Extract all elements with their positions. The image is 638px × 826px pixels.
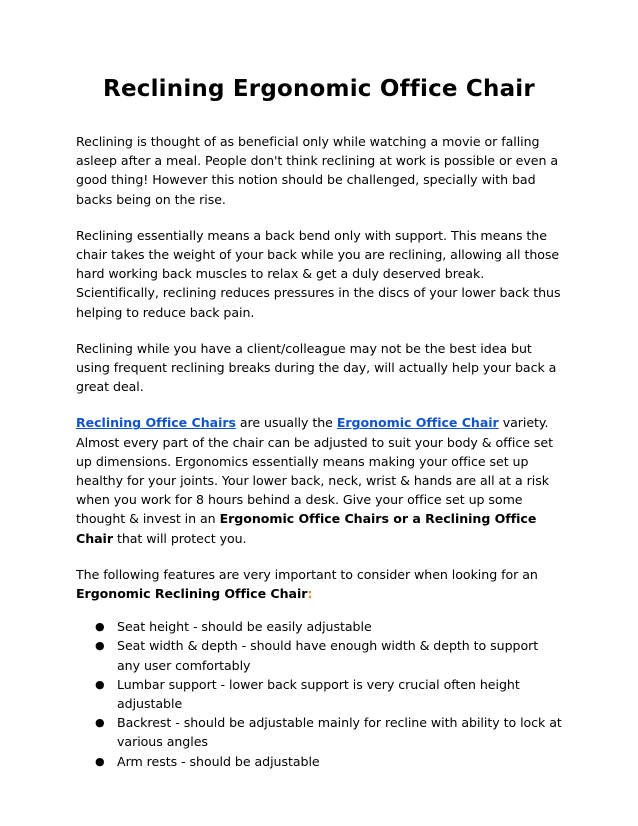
list-item xyxy=(95,675,562,713)
paragraph-text: variety. Almost every part of the chair can be adjusted to suit your body & office set up dimensions. Ergonomics essentially means making your office set up healthy for your joints. Your lower back, neck, wrist & hands are all at a risk when you work for 8 hours behind a desk. Give your office set up some thought & invest in an xyxy=(76,415,553,527)
bullet-icon: ● xyxy=(95,620,105,634)
reclining-office-chairs-link[interactable]: Reclining Office Chairs xyxy=(76,415,236,431)
list-item xyxy=(95,713,562,751)
list-item xyxy=(95,617,562,636)
paragraph-text: that will protect you. xyxy=(112,530,247,546)
list-item-text: Seat width & depth - should have enough width & depth to support any user comfortably xyxy=(117,638,539,673)
bold-phrase: Ergonomic Office Chairs or a Reclining Office Chair xyxy=(76,511,537,546)
bold-phrase: Ergonomic Reclining Office Chair xyxy=(76,586,308,602)
bullet-icon: ● xyxy=(95,677,105,691)
paragraph-intro: Reclining is thought of as beneficial only while watching a movie or falling asleep after a meal. People don't think reclining at work is possible or even a good thing! However this notion should be challenged, specially with bad backs being on the rise. xyxy=(76,134,559,207)
bullet-icon: ● xyxy=(95,639,105,653)
paragraph-breaks: Reclining while you have a client/colleague may not be the best idea but using frequent reclining breaks during the day, will actually help your back a great deal. xyxy=(76,340,557,395)
bullet-icon: ● xyxy=(95,754,105,768)
paragraph-definition: Reclining essentially means a back bend only with support. This means the chair takes the weight of your back while you are reclining, allowing all those hard working back muscles to relax & get a duly deserved break. Scientifically, reclining reduces pressures in the discs of your lower back thus helping to reduce back pain. xyxy=(76,227,561,320)
list-item-text: Backrest - should be adjustable mainly for recline with ability to lock at various angles xyxy=(117,715,562,750)
ergonomic-office-chair-link[interactable]: Ergonomic Office Chair xyxy=(336,415,499,431)
page-title: Reclining Ergonomic Office Chair xyxy=(103,76,535,102)
bullet-icon: ● xyxy=(95,716,105,730)
colon-mark: : xyxy=(307,586,313,602)
paragraph-features-intro xyxy=(76,565,562,603)
paragraph-chair-types xyxy=(76,413,562,547)
list-item-text: Lumbar support - lower back support is very crucial often height adjustable xyxy=(117,676,520,712)
list-item xyxy=(95,636,562,674)
list-item xyxy=(95,752,562,771)
list-item-text: Seat height - should be easily adjustable xyxy=(117,619,372,635)
paragraph-text: The following features are very important to consider when looking for an xyxy=(76,566,538,582)
feature-list xyxy=(76,617,562,771)
paragraph-text: are usually the xyxy=(235,415,337,431)
list-item-text: Arm rests - should be adjustable xyxy=(117,753,320,769)
